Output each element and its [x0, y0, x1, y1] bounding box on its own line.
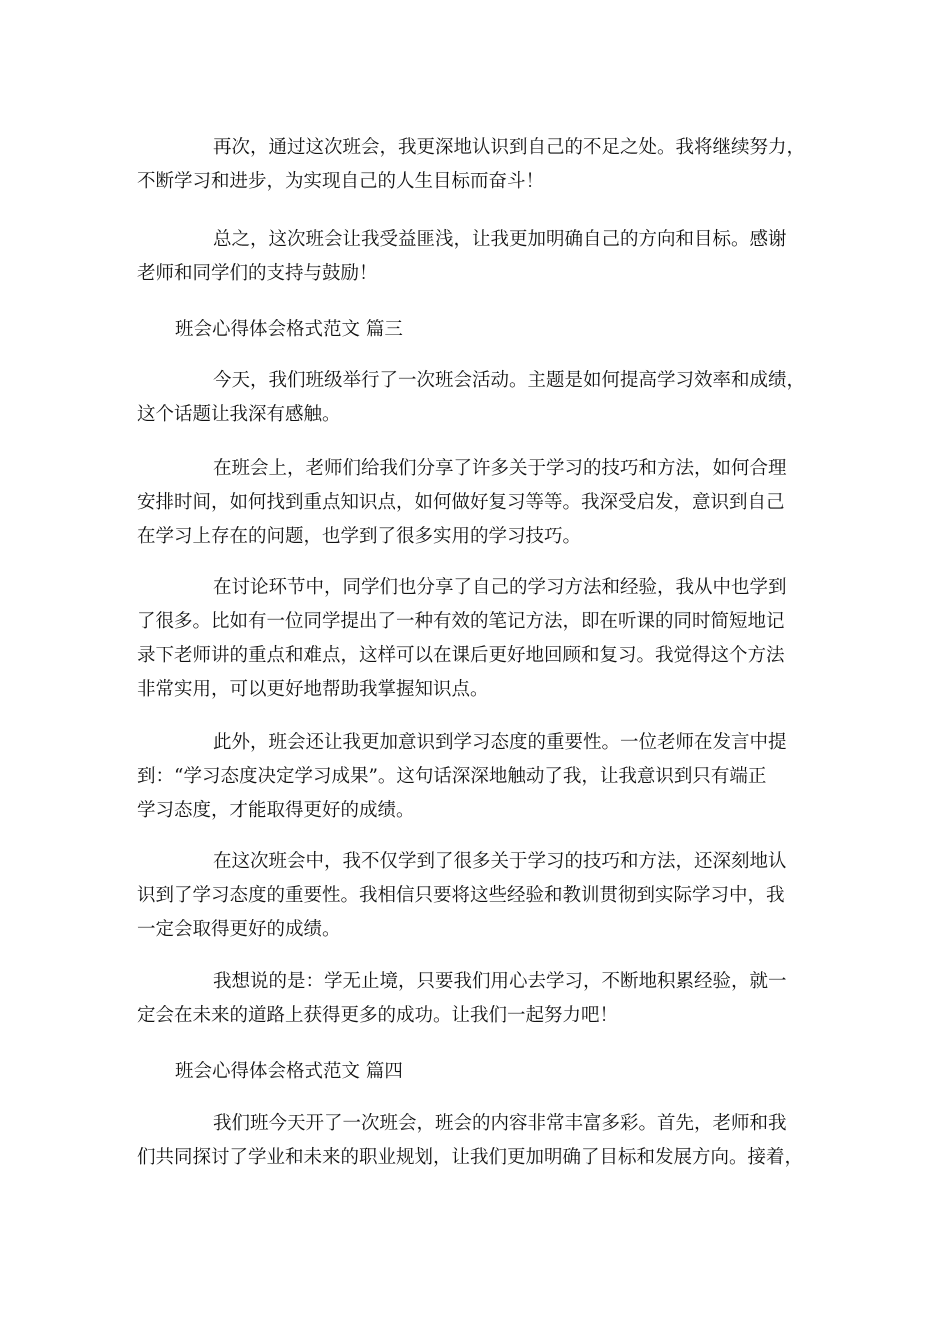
paragraph-conclusion: [137, 223, 817, 291]
paragraph-line: 在学习上存在的问题，也学到了很多实用的学习技巧。: [137, 526, 582, 547]
paragraph-line: 不断学习和进步，为实现自己的人生目标而奋斗！: [137, 171, 545, 192]
paragraph-line: 再次，通过这次班会，我更深地认识到自己的不足之处。我将继续努力，: [213, 137, 806, 158]
paragraph-teacher-sharing: [137, 452, 817, 554]
paragraph-line: 们共同探讨了学业和未来的职业规划，让我们更加明确了目标和发展方向。接着，: [137, 1147, 804, 1168]
paragraph-self-reflection: [137, 131, 817, 199]
paragraph-line: 总之，这次班会让我受益匪浅，让我更加明确自己的方向和目标。感谢: [213, 229, 787, 250]
paragraph-line: 在班会上，老师们给我们分享了许多关于学习的技巧和方法，如何合理: [213, 458, 787, 479]
paragraph-line: 此外，班会还让我更加意识到学习态度的重要性。一位老师在发言中提: [213, 732, 787, 753]
paragraph-line: 学习态度，才能取得更好的成绩。: [137, 800, 415, 821]
paragraph-attitude: [137, 726, 817, 828]
paragraph-intro: [137, 364, 817, 432]
paragraph-line: 到：“学习态度决定学习成果”。这句话深深地触动了我，让我意识到只有端正: [137, 766, 767, 787]
paragraph-class-meeting: [137, 1107, 817, 1175]
paragraph-line: 录下老师讲的重点和难点，这样可以在课后更好地回顾和复习。我觉得这个方法: [137, 645, 785, 666]
paragraph-line: 在这次班会中，我不仅学到了很多关于学习的技巧和方法，还深刻地认: [213, 851, 787, 872]
paragraph-closing-thoughts: [137, 965, 817, 1033]
paragraph-line: 我们班今天开了一次班会，班会的内容非常丰富多彩。首先，老师和我: [213, 1113, 787, 1134]
paragraph-line: 一定会取得更好的成绩。: [137, 919, 341, 940]
paragraph-line: 在讨论环节中，同学们也分享了自己的学习方法和经验，我从中也学到: [213, 577, 787, 598]
paragraph-line: 了很多。比如有一位同学提出了一种有效的笔记方法，即在听课的同时简短地记: [137, 611, 785, 632]
section-heading-part-three: 班会心得体会格式范文 篇三: [175, 319, 403, 340]
paragraph-line: 识到了学习态度的重要性。我相信只要将这些经验和教训贯彻到实际学习中，我: [137, 885, 785, 906]
paragraph-line: 这个话题让我深有感触。: [137, 404, 341, 425]
paragraph-line: 定会在未来的道路上获得更多的成功。让我们一起努力吧！: [137, 1005, 619, 1026]
paragraph-line: 我想说的是：学无止境，只要我们用心去学习，不断地积累经验，就一: [213, 971, 787, 992]
paragraph-summary: [137, 845, 817, 947]
paragraph-discussion: [137, 571, 817, 707]
section-heading-part-four: 班会心得体会格式范文 篇四: [175, 1061, 403, 1082]
paragraph-line: 非常实用，可以更好地帮助我掌握知识点。: [137, 679, 489, 700]
paragraph-line: 老师和同学们的支持与鼓励！: [137, 263, 378, 284]
paragraph-line: 安排时间，如何找到重点知识点，如何做好复习等等。我深受启发，意识到自己: [137, 492, 785, 513]
paragraph-line: 今天，我们班级举行了一次班会活动。主题是如何提高学习效率和成绩，: [213, 370, 806, 391]
